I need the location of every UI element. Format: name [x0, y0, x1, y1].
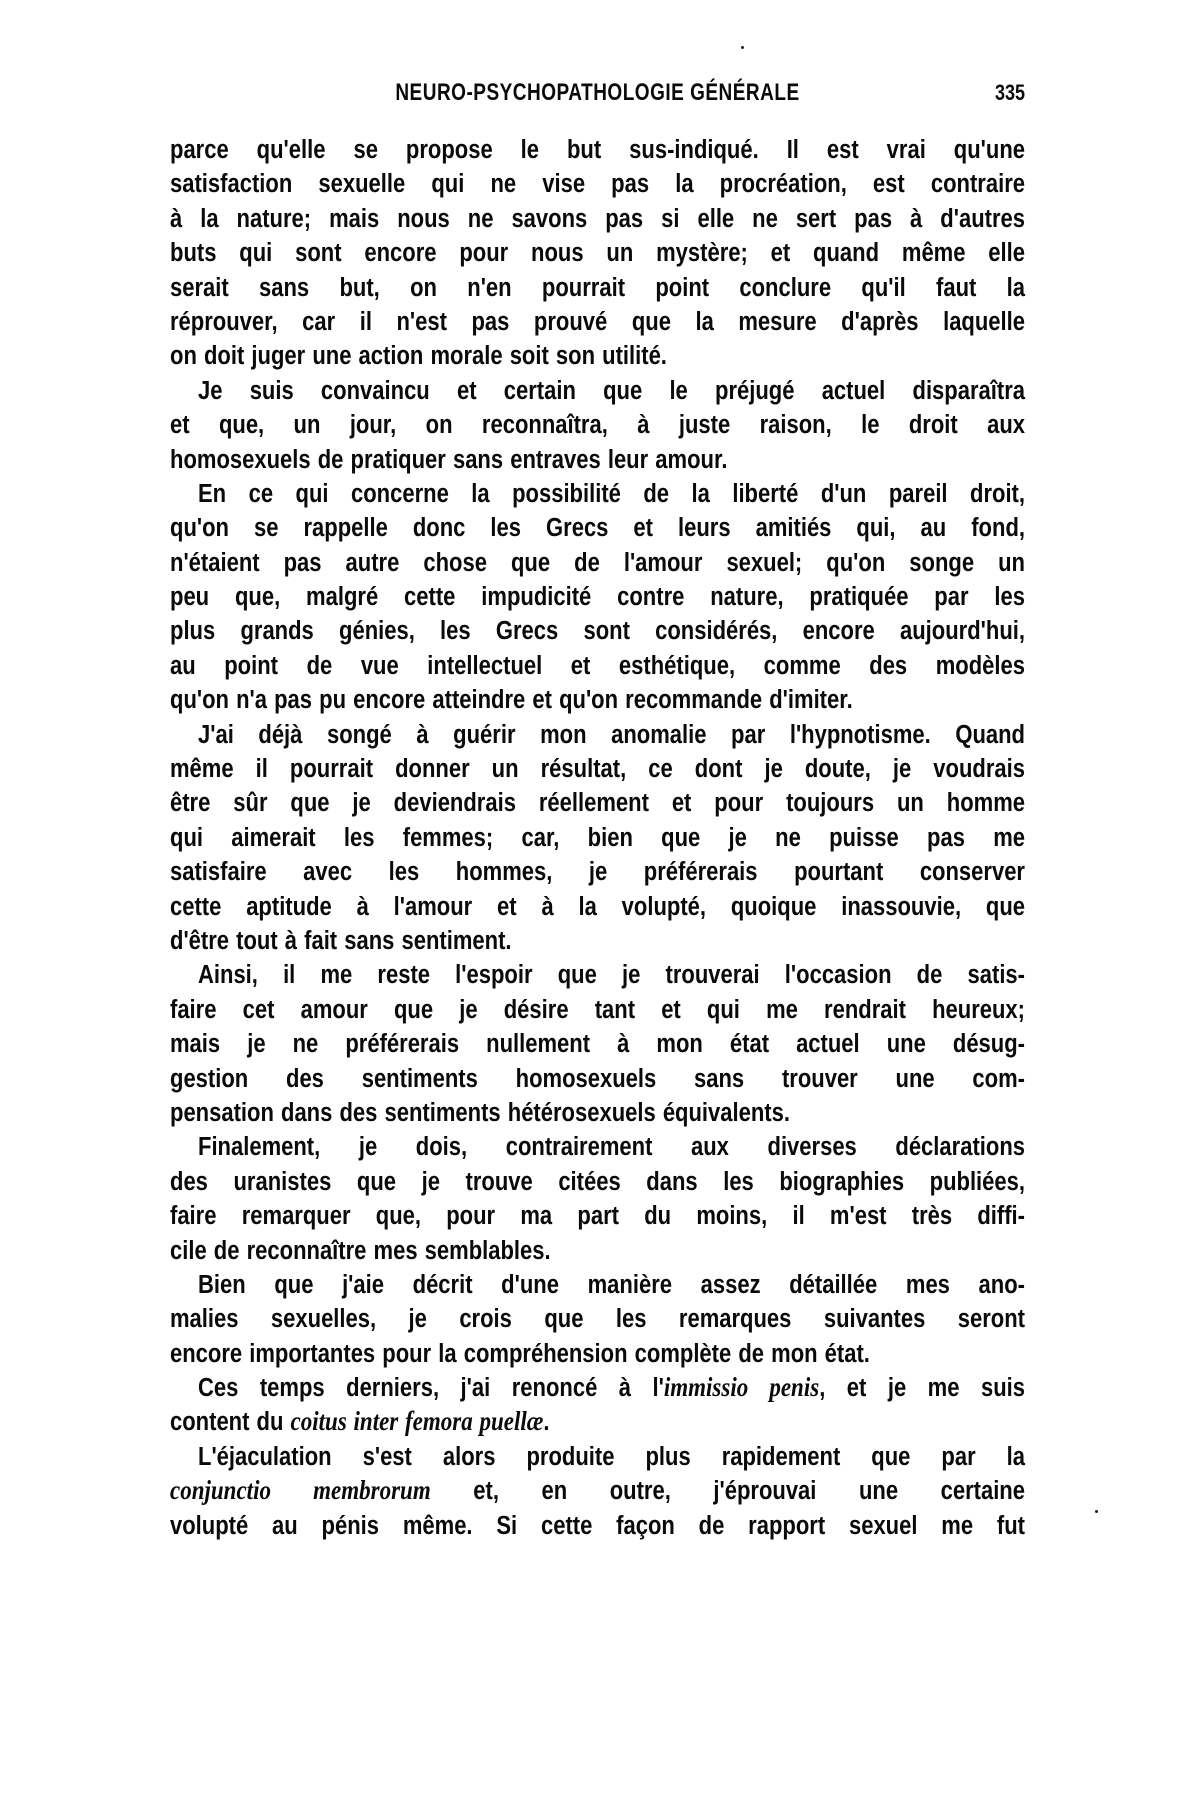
text-segment: Finalement, je dois, contrairement aux diverses déclarations [198, 1131, 1025, 1162]
text-line [170, 1506, 1025, 1547]
paragraph [170, 374, 1025, 477]
text-segment: faire remarquer que, pour ma part du moins, il m'est très diffi- [170, 1200, 1025, 1231]
text-segment: à la nature; mais nous ne savons pas si elle ne sert pas à d'autres [170, 203, 1025, 233]
text-segment: qui aimerait les femmes; car, bien que je ne puisse pas me [170, 822, 1025, 852]
italic-text: immissio penis [663, 1372, 820, 1403]
text-segment: , et je me suis [819, 1372, 1025, 1403]
text-segment: on doit juger une action morale soit son utilité. [170, 340, 667, 371]
text-segment: En ce qui concerne la possibilité de la liberté d'un pareil droit, [198, 478, 1025, 509]
text-segment: réprouver, car il n'est pas prouvé que la mesure d'après laquelle [170, 306, 1025, 337]
text-segment: encore importantes pour la compréhension complète de mon état. [170, 1338, 870, 1368]
text-segment: gestion des sentiments homosexuels sans trouver une com- [170, 1063, 1025, 1093]
text-segment: buts qui sont encore pour nous un mystère; et quand même elle [170, 237, 1025, 268]
paragraph [170, 1440, 1025, 1543]
text-segment: serait sans but, on n'en pourrait point conclure qu'il faut la [170, 272, 1025, 302]
text-segment: des uranistes que je trouve citées dans les biographies publiées, [170, 1166, 1025, 1196]
text-segment: Bien que j'aie décrit d'une manière assez détaillée mes ano- [198, 1269, 1025, 1300]
text-segment: homosexuels de pratiquer sans entraves leur amour. [170, 444, 728, 474]
text-segment: même il pourrait donner un résultat, ce dont je doute, je voudrais [170, 753, 1025, 784]
text-segment: content du [170, 1407, 291, 1437]
text-segment: peu que, malgré cette impudicité contre nature, pratiquée par les [170, 581, 1025, 612]
paragraph [170, 1130, 1025, 1268]
page-number: 335 [994, 80, 1025, 105]
paragraph [170, 958, 1025, 1130]
paragraph [170, 1371, 1025, 1440]
text-segment: volupté au pénis même. Si cette façon de rapport sexuel me fut [170, 1510, 1025, 1540]
text-segment: qu'on se rappelle donc les Grecs et leurs amitiés qui, au fond, [170, 512, 1025, 543]
text-segment: et que, un jour, on reconnaîtra, à juste raison, le droit aux [170, 409, 1025, 440]
scan-speck [741, 46, 744, 49]
paragraph [170, 718, 1025, 959]
text-segment: Ces temps derniers, j'ai renoncé à l' [198, 1372, 664, 1403]
text-segment: satisfaction sexuelle qui ne vise pas la procréation, est contraire [170, 169, 1025, 199]
text-segment: . [543, 1407, 550, 1437]
text-segment: faire cet amour que je désire tant et qui me rendrait heureux; [170, 994, 1025, 1024]
text-segment: mais je ne préférerais nullement à mon état actuel une désug- [170, 1028, 1025, 1059]
text-segment: malies sexuelles, je crois que les remarques suivantes seront [170, 1303, 1025, 1334]
text-segment: et, en outre, j'éprouvai une certaine [430, 1475, 1025, 1506]
text-segment: cette aptitude à l'amour et à la volupté, quoique inassouvie, que [170, 891, 1025, 921]
italic-text: conjunctio membrorum [170, 1475, 431, 1506]
paragraph [170, 477, 1025, 718]
text-segment: plus grands génies, les Grecs sont considérés, encore aujourd'hui, [170, 616, 1025, 646]
text-segment: au point de vue intellectuel et esthétique, comme des modèles [170, 650, 1025, 680]
running-title: NEURO-PSYCHOPATHOLOGIE GÉNÉRALE [395, 80, 800, 107]
text-segment: Je suis convaincu et certain que le préjugé actuel disparaîtra [198, 375, 1025, 405]
text-segment: n'étaient pas autre chose que de l'amour sexuel; qu'on songe un [170, 547, 1025, 577]
text-segment: cile de reconnaître mes semblables. [170, 1235, 551, 1265]
text-segment: satisfaire avec les hommes, je préférerais pourtant conserver [170, 856, 1025, 887]
text-segment: L'éjaculation s'est alors produite plus rapidement que par la [198, 1441, 1025, 1471]
text-segment: pensation dans des sentiments hétérosexuels équivalents. [170, 1097, 790, 1128]
page-header [170, 80, 1025, 110]
text-segment: J'ai déjà songé à guérir mon anomalie par l'hypnotisme. Quand [198, 719, 1025, 749]
scan-speck [1095, 1510, 1098, 1513]
paragraph [170, 133, 1025, 374]
text-segment: d'être tout à fait sans sentiment. [170, 925, 512, 956]
italic-text: coitus inter femora puellæ [290, 1407, 544, 1437]
text-segment: être sûr que je deviendrais réellement et pour toujours un homme [170, 788, 1025, 818]
text-segment: parce qu'elle se propose le but sus-indiqué. Il est vrai qu'une [170, 134, 1025, 165]
body-text [170, 133, 1025, 1543]
text-segment: qu'on n'a pas pu encore atteindre et qu'on recommande d'imiter. [170, 684, 853, 715]
text-segment: Ainsi, il me reste l'espoir que je trouverai l'occasion de satis- [198, 959, 1025, 990]
paragraph [170, 1268, 1025, 1371]
